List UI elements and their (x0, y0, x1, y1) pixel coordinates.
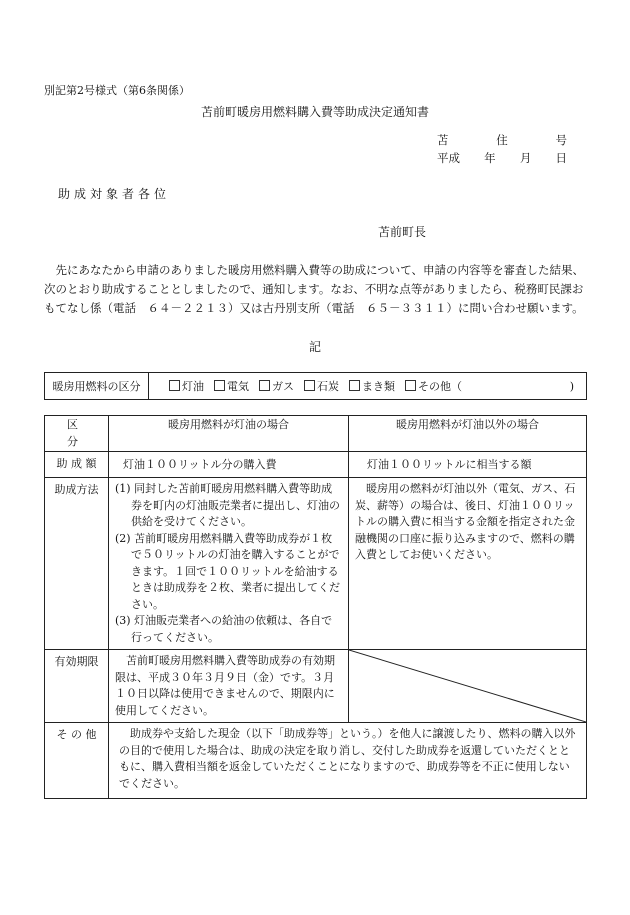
fuel-option-gas[interactable] (259, 378, 294, 394)
addressee: 助成対象者各位 (58, 187, 171, 201)
fuel-option-other[interactable] (405, 378, 462, 394)
validity-text: 苫前町暖房用燃料購入費等助成券の有効期限は、平成３０年３月９日（金）です。３月１０日以降は使用できませんので、期限内に使用してください。 (109, 650, 349, 723)
row-label-other: そ の 他 (45, 723, 109, 799)
fuel-option-electric[interactable] (214, 378, 249, 394)
checkbox-icon[interactable] (405, 380, 416, 391)
doc-no-part: 住 (496, 133, 508, 147)
row-label-validity: 有効期限 (45, 650, 109, 723)
table-row-amount (45, 452, 587, 478)
method-item: (1) 同封した苫前町暖房用燃料購入費等助成券を町内の灯油販売業者に提出し、灯油の供給を受けてください。 (115, 482, 340, 528)
subsidy-table (44, 415, 587, 799)
diagonal-slash-cell (349, 650, 587, 723)
other-close-paren: ) (569, 379, 574, 393)
method-item: (2) 苫前町暖房用燃料購入費等助成券が１枚で５０リットルの灯油を購入することができます。１回で１００リットルを給油するときは助成券を２枚、業者に提出してください。 (115, 531, 340, 611)
form-number: 別記第2号様式（第6条関係） (44, 84, 190, 97)
fuel-option-label: 石炭 (317, 380, 339, 393)
checkbox-icon[interactable] (349, 380, 360, 391)
document-number (437, 132, 567, 148)
checkbox-icon[interactable] (214, 380, 225, 391)
table-row-other-notes (45, 723, 587, 799)
ki-heading: 記 (308, 340, 321, 354)
method-kerosene (109, 478, 349, 650)
diagonal-line (349, 650, 586, 722)
fuel-option-firewood[interactable] (349, 378, 395, 394)
date-era: 平成 (437, 151, 460, 165)
amount-kerosene: 灯油１００リットル分の購入費 (109, 452, 349, 478)
date-month: 月 (519, 151, 532, 165)
col-header-category: 区 分 (45, 416, 109, 452)
table-row-method (45, 478, 587, 650)
date-day: 日 (555, 151, 567, 165)
table-header-row (45, 416, 587, 452)
fuel-type-options (149, 373, 586, 399)
fuel-option-label: その他（ (418, 380, 462, 393)
fuel-option-kerosene[interactable] (169, 378, 204, 394)
document-date (437, 150, 567, 166)
doc-no-part: 苫 (437, 133, 449, 147)
doc-no-part: 号 (555, 133, 567, 147)
method-item: (3) 灯油販売業者への給油の依頼は、各自で行ってください。 (115, 614, 333, 644)
row-label-method: 助成方法 (45, 478, 109, 650)
checkbox-icon[interactable] (304, 380, 315, 391)
checkbox-icon[interactable] (169, 380, 180, 391)
fuel-type-box (44, 372, 587, 400)
document-title: 苫前町暖房用燃料購入費等助成決定通知書 (200, 105, 429, 119)
fuel-option-label: まき類 (362, 380, 395, 393)
fuel-type-label: 暖房用燃料の区分 (45, 373, 149, 399)
table-row-validity (45, 650, 587, 723)
other-notes-text: 助成券や支給した現金（以下「助成券等」という。）を他人に譲渡したり、燃料の購入以外の目的で使用した場合は、助成の決定を取り消し、交付した助成券を返還していただくとともに、購入費相当額を返金していただくことになりますので、助成券等を不正に使用しないでください。 (109, 723, 587, 799)
fuel-option-label: 電気 (227, 380, 249, 393)
amount-other: 灯油１００リットルに相当する額 (349, 452, 587, 478)
date-year: 年 (484, 151, 496, 165)
fuel-option-label: ガス (272, 380, 294, 393)
fuel-option-coal[interactable] (304, 378, 339, 394)
col-header-other: 暖房用燃料が灯油以外の場合 (349, 416, 587, 452)
method-other: 暖房用の燃料が灯油以外（電気、ガス、石炭、薪等）の場合は、後日、灯油１００リットルの購入費に相当する金額を指定された金融機関の口座に振り込みますので、燃料の購入費としてお使いください。 (349, 478, 587, 650)
body-text: 先にあなたから申請のありました暖房用燃料購入費等の助成について、申請の内容等を審査した結果、次のとおり助成することとしましたので、通知します。なお、不明な点等がありましたら、税務町民課おもてなし係（電話 ６４－２２１３）又は古丹別支所（電話 ６５－３３１１）に問い合わせ願います。 (44, 263, 585, 315)
checkbox-icon[interactable] (259, 380, 270, 391)
col-header-kerosene: 暖房用燃料が灯油の場合 (109, 416, 349, 452)
row-label-amount: 助 成 額 (45, 452, 109, 478)
fuel-option-label: 灯油 (182, 380, 204, 393)
sender: 苫前町長 (378, 225, 427, 239)
